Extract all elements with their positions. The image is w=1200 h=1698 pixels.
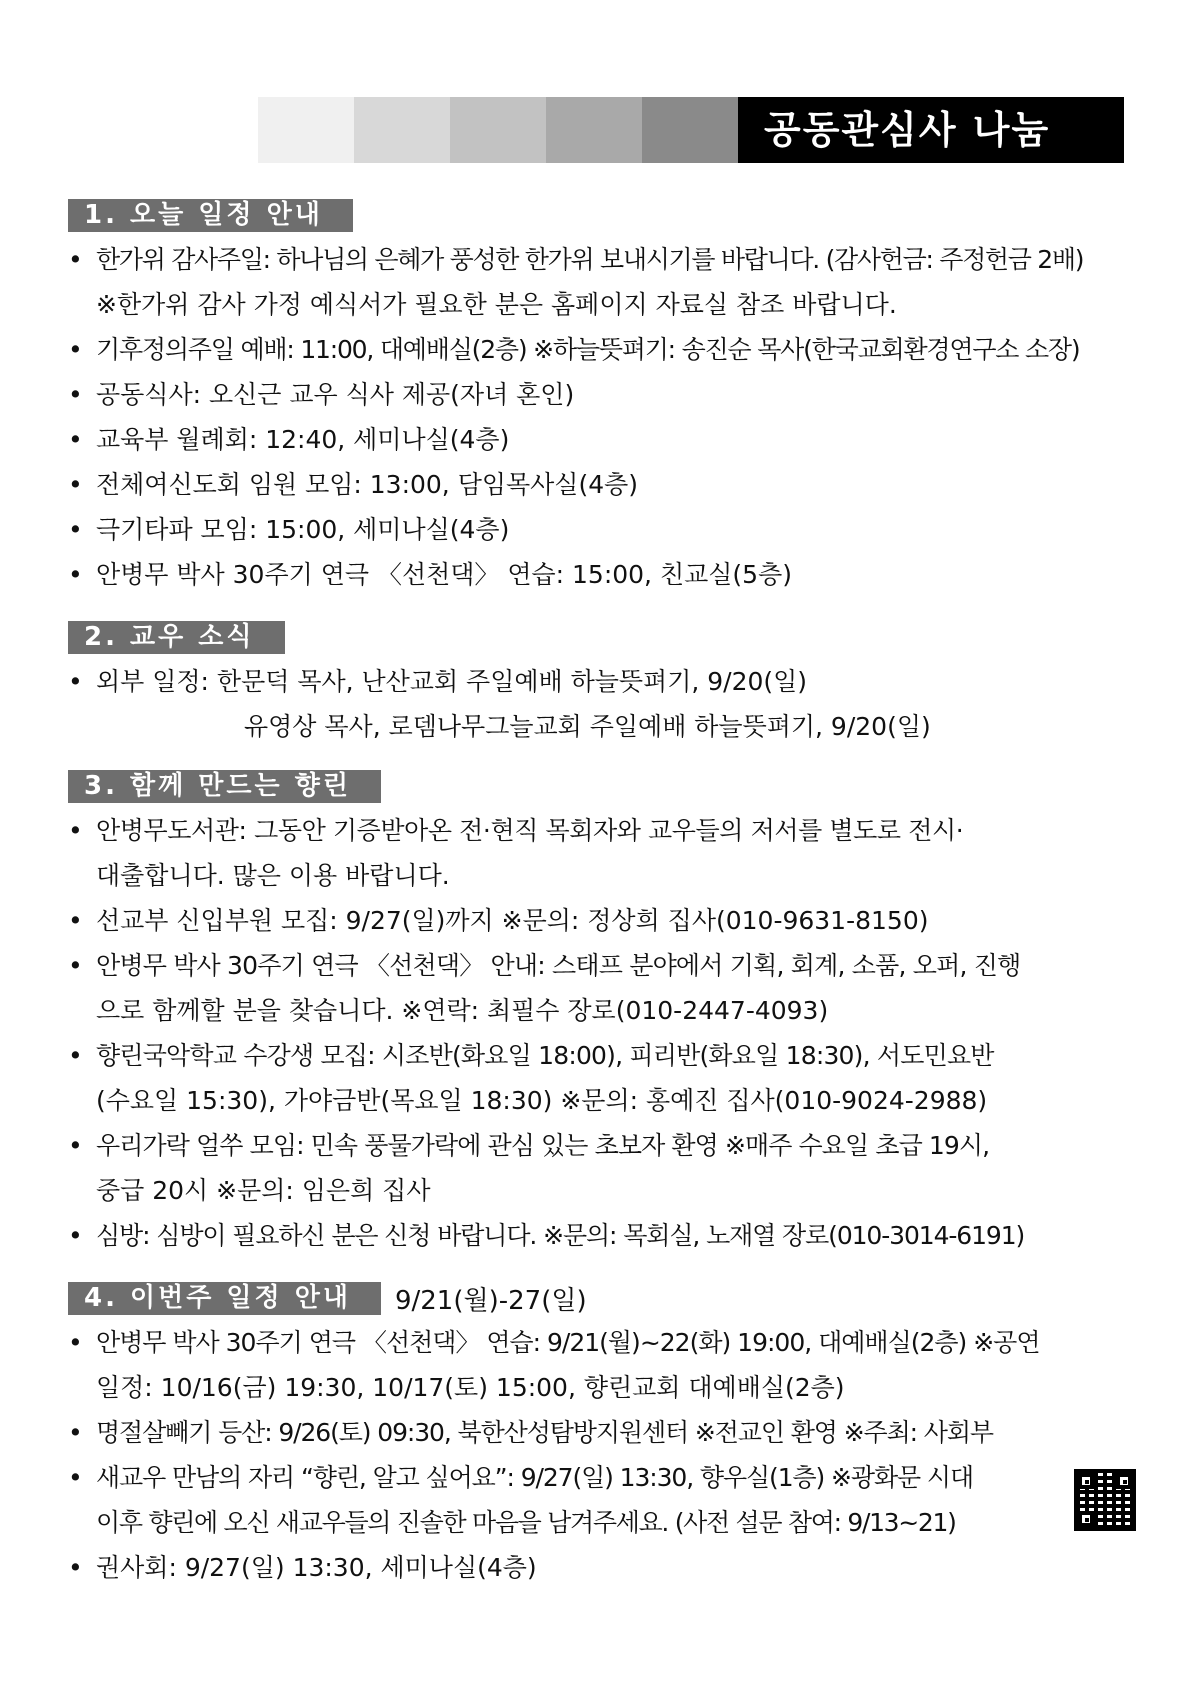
item-line: • 우리가락 얼쑤 모임: 민속 풍물가락에 관심 있는 초보자 환영 ※매주 수요일 초급 19시, bbox=[96, 1131, 990, 1160]
list-item bbox=[68, 1545, 1148, 1590]
item-line: ※한가위 감사 가정 예식서가 필요한 분은 홈페이지 자료실 참조 바랍니다. bbox=[96, 290, 897, 319]
header-bar bbox=[258, 97, 1124, 163]
item-list bbox=[68, 808, 1148, 1258]
item-line: 이후 향린에 오신 새교우들의 진솔한 마음을 남겨주세요. (사전 설문 참여: 9/13~21) bbox=[96, 1508, 956, 1537]
item-line: • 안병무 박사 30주기 연극 〈선천댁〉 연습: 15:00, 친교실(5층) bbox=[96, 560, 792, 589]
header-gradient-block bbox=[354, 97, 450, 163]
list-item bbox=[68, 1123, 1148, 1213]
section-member-news bbox=[68, 619, 1148, 749]
item-line: 일정: 10/16(금) 19:30, 10/17(토) 15:00, 향린교회 대예배실(2층) bbox=[96, 1373, 845, 1402]
section-header bbox=[68, 197, 1148, 233]
list-item bbox=[68, 237, 1148, 327]
header-gradient-block bbox=[546, 97, 642, 163]
section-header bbox=[68, 1280, 1148, 1316]
list-item bbox=[68, 1410, 1148, 1455]
list-item bbox=[68, 372, 1148, 417]
item-list bbox=[68, 659, 1148, 749]
item-line: • 교육부 월례회: 12:40, 세미나실(4층) bbox=[96, 425, 510, 454]
section-label: 1. 오늘 일정 안내 bbox=[68, 199, 353, 232]
item-line: • 선교부 신입부원 모집: 9/27(일)까지 ※문의: 정상희 집사(010-9631-8150) bbox=[96, 906, 929, 935]
list-item bbox=[68, 1033, 1148, 1123]
header-gradient-block bbox=[642, 97, 738, 163]
item-line: • 권사회: 9/27(일) 13:30, 세미나실(4층) bbox=[96, 1553, 537, 1582]
section-today-schedule bbox=[68, 197, 1148, 597]
item-line: • 안병무 박사 30주기 연극 〈선천댁〉 안내: 스태프 분야에서 기획, 회계, 소품, 오퍼, 진행 bbox=[96, 951, 1021, 980]
qr-finder-pattern bbox=[1078, 1473, 1094, 1489]
section-this-week-schedule bbox=[68, 1280, 1148, 1590]
section-label: 2. 교우 소식 bbox=[68, 621, 285, 654]
list-item bbox=[68, 417, 1148, 462]
qr-finder-pattern bbox=[1116, 1473, 1132, 1489]
list-item bbox=[68, 1320, 1148, 1410]
item-line: • 향린국악학교 수강생 모집: 시조반(화요일 18:00), 피리반(화요일 18:30), 서도민요반 bbox=[96, 1041, 994, 1070]
item-line: 으로 함께할 분을 찾습니다. ※연락: 최필수 장로(010-2447-4093) bbox=[96, 996, 829, 1025]
section-label: 4. 이번주 일정 안내 bbox=[68, 1282, 381, 1315]
page-title: 공동관심사 나눔 bbox=[738, 97, 1124, 163]
item-line: • 안병무 박사 30주기 연극 〈선천댁〉 연습: 9/21(월)~22(화) 19:00, 대예배실(2층) ※공연 bbox=[96, 1328, 1040, 1357]
list-item bbox=[68, 507, 1148, 552]
list-item bbox=[68, 327, 1148, 372]
item-line: • 한가위 감사주일: 하나님의 은혜가 풍성한 한가위 보내시기를 바랍니다. (감사헌금: 주정헌금 2배) bbox=[96, 245, 1084, 274]
header-gradient-block bbox=[258, 97, 354, 163]
item-list bbox=[68, 1320, 1148, 1590]
qr-finder-pattern bbox=[1078, 1511, 1094, 1527]
header-gradient-block bbox=[450, 97, 546, 163]
list-item bbox=[68, 943, 1148, 1033]
item-line: • 심방: 심방이 필요하신 분은 신청 바랍니다. ※문의: 목회실, 노재열 장로(010-3014-6191) bbox=[96, 1221, 1025, 1250]
item-line: • 기후정의주일 예배: 11:00, 대예배실(2층) ※하늘뜻펴기: 송진순 목사(한국교회환경연구소 소장) bbox=[96, 335, 1080, 364]
list-item bbox=[68, 659, 1148, 749]
item-line: • 공동식사: 오신근 교우 식사 제공(자녀 혼인) bbox=[96, 380, 575, 409]
item-line: • 안병무도서관: 그동안 기증받아온 전·현직 목회자와 교우들의 저서를 별도로 전시· bbox=[96, 816, 964, 845]
list-item bbox=[68, 552, 1148, 597]
section-header bbox=[68, 768, 1148, 804]
item-line: (수요일 15:30), 가야금반(목요일 18:30) ※문의: 홍예진 집사(010-9024-2988) bbox=[96, 1086, 988, 1115]
item-line: • 새교우 만남의 자리 “향린, 알고 싶어요”: 9/27(일) 13:30, 향우실(1층) ※광화문 시대 bbox=[96, 1463, 973, 1492]
item-line: • 전체여신도회 임원 모임: 13:00, 담임목사실(4층) bbox=[96, 470, 639, 499]
list-item bbox=[68, 898, 1148, 943]
section-together-hyanglin bbox=[68, 768, 1148, 1258]
list-item bbox=[68, 462, 1148, 507]
qr-code-icon[interactable] bbox=[1074, 1469, 1136, 1531]
item-line: 대출합니다. 많은 이용 바랍니다. bbox=[96, 861, 450, 890]
item-line: • 명절살빼기 등산: 9/26(토) 09:30, 북한산성탐방지원센터 ※전교인 환영 ※주최: 사회부 bbox=[96, 1418, 993, 1447]
list-item bbox=[68, 1213, 1148, 1258]
list-item bbox=[68, 1455, 1148, 1545]
section-label: 3. 함께 만드는 향린 bbox=[68, 770, 381, 803]
section-date-range: 9/21(월)-27(일) bbox=[394, 1285, 587, 1316]
section-header bbox=[68, 619, 1148, 655]
item-line: • 외부 일정: 한문덕 목사, 난산교회 주일예배 하늘뜻펴기, 9/20(일) bbox=[96, 667, 808, 696]
item-list bbox=[68, 237, 1148, 597]
item-line: 유영상 목사, 로뎀나무그늘교회 주일예배 하늘뜻펴기, 9/20(일) bbox=[244, 712, 931, 741]
item-line: • 극기타파 모임: 15:00, 세미나실(4층) bbox=[96, 515, 510, 544]
list-item bbox=[68, 808, 1148, 898]
item-line: 중급 20시 ※문의: 임은희 집사 bbox=[96, 1176, 431, 1205]
